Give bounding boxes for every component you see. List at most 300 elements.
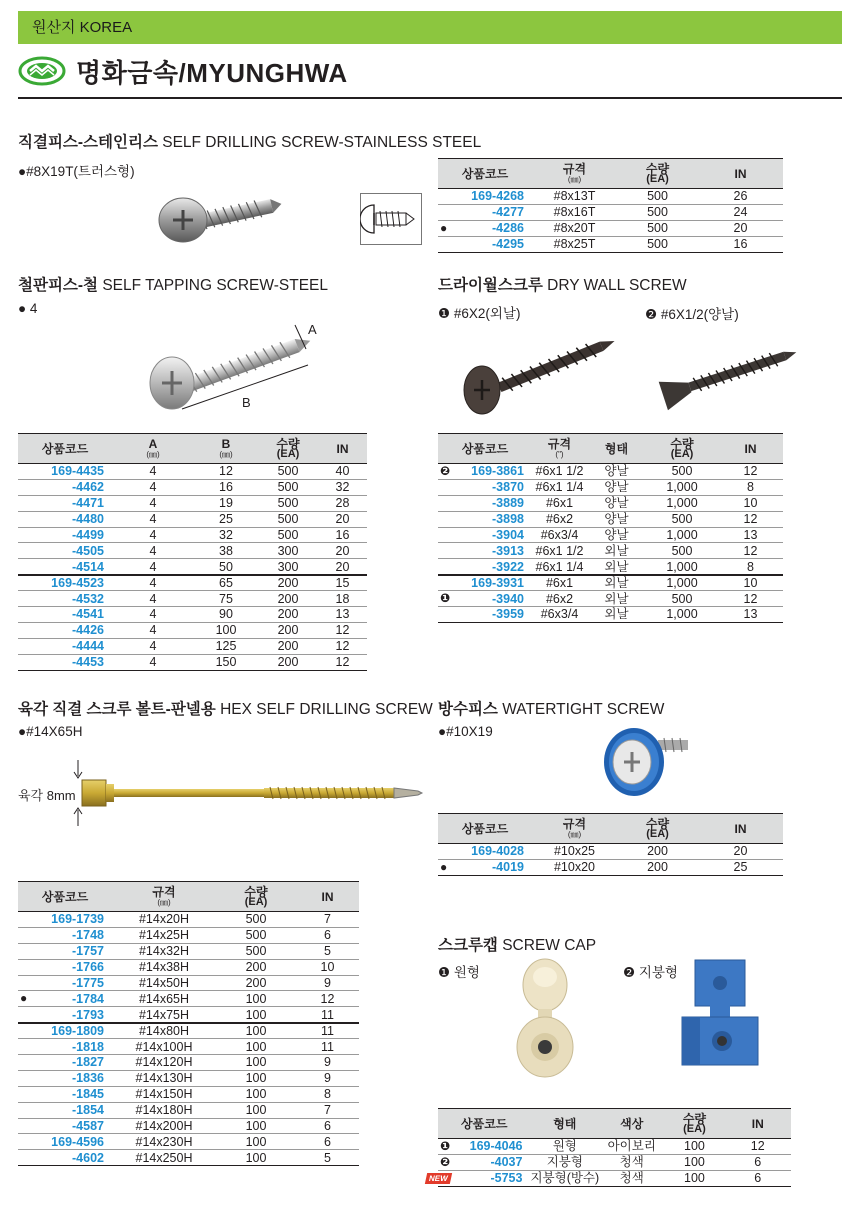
cell-spec: #14x20H [112, 912, 216, 928]
cap-option-2: ❷ 지붕형 [623, 965, 678, 980]
cell-qty: 100 [216, 1039, 296, 1055]
product-code-text: -4541 [72, 607, 104, 622]
cell-in: 6 [296, 1118, 359, 1134]
table-row [18, 1086, 359, 1102]
cell-qty: 1,000 [646, 479, 718, 495]
col-header: 수량 (EA) [258, 434, 318, 464]
cell-in: 12 [318, 638, 367, 654]
cell-spec: #14x80H [112, 1023, 216, 1039]
product-code [438, 1139, 530, 1155]
col-header: 상품코드 [438, 1109, 530, 1139]
product-code [18, 1102, 112, 1118]
col-header: A (㎜) [112, 434, 194, 464]
cell-a: 4 [112, 495, 194, 511]
col-header: IN [698, 159, 783, 189]
cell-in: 16 [318, 527, 367, 543]
cell-qty: 300 [258, 559, 318, 575]
cell-a: 4 [112, 591, 194, 607]
hex-table [18, 881, 359, 1166]
col-header: IN [296, 882, 359, 912]
row-marker: ❷ [440, 1154, 451, 1169]
product-code [438, 575, 532, 591]
cell-qty: 100 [216, 1070, 296, 1086]
cell-in: 20 [318, 559, 367, 575]
cell-qty: 100 [216, 1150, 296, 1166]
cell-in: 5 [296, 1150, 359, 1166]
table-row [18, 927, 359, 943]
cell-type: 외날 [587, 575, 646, 591]
row-marker: ● [440, 859, 448, 874]
cell-qty: 100 [664, 1139, 724, 1155]
col-header: 상품코드 [438, 159, 532, 189]
cell-qty: 200 [258, 607, 318, 623]
stainless-table [438, 158, 783, 253]
product-code [18, 543, 112, 559]
col-header: 상품코드 [438, 434, 532, 464]
product-code [18, 943, 112, 959]
cell-spec: #6x1 1/4 [532, 479, 587, 495]
stainless-profile-icon [360, 193, 422, 245]
cell-b: 150 [194, 654, 258, 670]
product-code-text: -4602 [72, 1150, 104, 1165]
origin-bar: 원산지 KOREA [18, 11, 842, 44]
cell-qty: 500 [617, 236, 698, 252]
table-row [438, 844, 783, 860]
tapping-bullet: ● 4 [18, 301, 38, 316]
table-row [18, 479, 367, 495]
cell-in: 32 [318, 479, 367, 495]
cell-in: 12 [718, 511, 783, 527]
cell-spec: #6x3/4 [532, 607, 587, 623]
product-code-text: 169-3931 [471, 575, 524, 590]
watertight-bullet: ●#10X19 [438, 724, 493, 739]
product-code [18, 575, 112, 591]
product-code-text: -3959 [492, 607, 524, 622]
cell-in: 12 [718, 591, 783, 607]
brand [18, 50, 348, 92]
cell-qty: 100 [664, 1170, 724, 1186]
cell-in: 15 [318, 575, 367, 591]
cell-in: 9 [296, 1070, 359, 1086]
cell-in: 25 [698, 859, 783, 875]
col-header: 수량 (EA) [664, 1109, 724, 1139]
row-marker: ❶ [440, 591, 451, 606]
cell-spec: #8x20T [532, 220, 617, 236]
table-row [438, 479, 783, 495]
row-marker: ❶ [440, 1139, 451, 1153]
cell-a: 4 [112, 559, 194, 575]
cap-title: 스크루캡 SCREW CAP [438, 937, 597, 954]
cell-spec: #6x2 [532, 511, 587, 527]
cell-in: 40 [318, 464, 367, 480]
product-code-text: -1827 [72, 1055, 104, 1070]
cell-spec: #14x50H [112, 975, 216, 991]
cell-in: 9 [296, 1055, 359, 1071]
table-row [18, 1118, 359, 1134]
cell-qty: 500 [646, 464, 718, 480]
cell-qty: 100 [216, 1118, 296, 1134]
watertight-table [438, 813, 783, 876]
cell-a: 4 [112, 511, 194, 527]
product-code [18, 1086, 112, 1102]
product-code-text: 169-3861 [471, 464, 524, 479]
row-marker: ● [440, 220, 448, 235]
product-code-text: 169-1809 [51, 1023, 104, 1038]
cell-type: 지붕형 [530, 1154, 599, 1170]
drywall-option-1: ❶ #6X2(외날) [438, 306, 521, 321]
table-row [438, 1170, 791, 1186]
product-code-text: 169-4046 [469, 1139, 523, 1154]
table-row [18, 1102, 359, 1118]
product-code [18, 1039, 112, 1055]
cell-qty: 200 [258, 575, 318, 591]
cell-qty: 100 [664, 1154, 724, 1170]
product-code [18, 511, 112, 527]
watertight-screw-image [600, 722, 695, 802]
product-code [438, 495, 532, 511]
cell-in: 5 [296, 943, 359, 959]
cell-qty: 500 [617, 220, 698, 236]
table-row [438, 204, 783, 220]
hex-screw-image [70, 760, 425, 826]
cell-type: 지붕형(방수) [530, 1171, 600, 1186]
product-code [18, 1118, 112, 1134]
cell-qty: 500 [617, 189, 698, 205]
product-code-text: -4499 [72, 528, 104, 542]
col-header: 상품코드 [18, 434, 112, 464]
table-row [18, 1150, 359, 1166]
cell-spec: #14x38H [112, 959, 216, 975]
table-row [18, 991, 359, 1007]
product-code [18, 464, 112, 480]
cell-in: 12 [318, 622, 367, 638]
product-code-text: -4286 [492, 221, 524, 236]
product-code [18, 975, 112, 991]
cell-type: 양날 [587, 511, 646, 527]
product-code [18, 959, 112, 975]
product-code-text: -4462 [72, 480, 104, 495]
table-row [18, 975, 359, 991]
cell-spec: #6x1 1/2 [532, 543, 587, 559]
cell-spec: #14x200H [112, 1118, 216, 1134]
product-code [18, 1150, 112, 1166]
cell-qty: 500 [646, 511, 718, 527]
cell-color: 청색 [599, 1170, 664, 1186]
product-code-text: -4471 [72, 496, 104, 511]
cell-type: 원형 [530, 1139, 599, 1155]
product-code [18, 1007, 112, 1023]
product-code [18, 991, 112, 1007]
table-row [18, 527, 367, 543]
product-code [18, 1134, 112, 1150]
cell-qty: 1,000 [646, 559, 718, 575]
table-row [438, 464, 783, 480]
cell-type: 외날 [587, 591, 646, 607]
product-code-text: 169-4435 [51, 464, 104, 479]
product-code-text: -4037 [490, 1155, 523, 1170]
col-header: 수량 (EA) [617, 159, 698, 189]
cell-spec: #6x1 1/2 [532, 464, 587, 480]
table-row [18, 559, 367, 575]
cell-qty: 100 [216, 1102, 296, 1118]
cell-in: 8 [718, 479, 783, 495]
product-code [18, 1070, 112, 1086]
hex-size-label: 육각 8mm [18, 788, 76, 803]
table-row [18, 495, 367, 511]
product-code-text: 169-4523 [51, 575, 104, 590]
product-code-text: -4277 [492, 205, 524, 220]
cell-spec: #10x25 [532, 844, 617, 860]
cell-in: 12 [296, 991, 359, 1007]
cell-a: 4 [112, 543, 194, 559]
cell-spec: #6x2 [532, 591, 587, 607]
table-row [438, 220, 783, 236]
product-code [18, 638, 112, 654]
roof-cap-image [680, 955, 760, 1075]
cell-spec: #14x100H [112, 1039, 216, 1055]
product-code-text: -4426 [72, 623, 104, 638]
cell-spec: #14x230H [112, 1134, 216, 1150]
col-header: 수량 (EA) [216, 882, 296, 912]
table-row [438, 189, 783, 205]
cell-b: 50 [194, 559, 258, 575]
product-code [438, 844, 532, 860]
cell-a: 4 [112, 527, 194, 543]
cell-in: 18 [318, 591, 367, 607]
row-marker: ❷ [440, 464, 451, 478]
cell-b: 19 [194, 495, 258, 511]
product-code-text: -1748 [72, 928, 104, 943]
product-code [438, 189, 532, 205]
cell-qty: 1,000 [646, 607, 718, 623]
product-code [18, 912, 112, 928]
cell-in: 10 [718, 575, 783, 591]
cell-type: 외날 [587, 543, 646, 559]
brand-name: 명화금속/MYUNGHWA [76, 57, 348, 88]
cell-qty: 500 [617, 204, 698, 220]
cell-in: 7 [296, 912, 359, 928]
product-code-text: -1836 [72, 1071, 104, 1086]
cell-type: 양날 [587, 464, 646, 480]
cell-spec: #14x120H [112, 1055, 216, 1071]
cell-spec: #8x16T [532, 204, 617, 220]
cell-in: 9 [296, 975, 359, 991]
table-row [438, 495, 783, 511]
product-code-text: 169-4028 [471, 844, 524, 859]
cap-table [428, 1108, 791, 1187]
cell-b: 25 [194, 511, 258, 527]
table-row [438, 559, 783, 575]
myunghwa-logo-icon [18, 56, 66, 86]
product-code-text: 169-1739 [51, 912, 104, 927]
cell-in: 11 [296, 1007, 359, 1023]
cell-qty: 100 [216, 1023, 296, 1039]
product-code-text: -1845 [72, 1087, 104, 1102]
cell-a: 4 [112, 622, 194, 638]
col-header: 상품코드 [438, 814, 532, 844]
cell-b: 125 [194, 638, 258, 654]
product-code-text: -3889 [492, 496, 524, 511]
product-code [18, 622, 112, 638]
cell-qty: 100 [216, 1134, 296, 1150]
col-header: 규격 (㎜) [532, 814, 617, 844]
drywall-title: 드라이월스크루 DRY WALL SCREW [438, 277, 687, 294]
product-code-text: -3870 [492, 480, 524, 495]
cell-qty: 100 [216, 1055, 296, 1071]
table-row [18, 575, 367, 591]
cell-qty: 500 [258, 464, 318, 480]
table-row [18, 511, 367, 527]
product-code-text: -4505 [72, 543, 104, 558]
cell-a: 4 [112, 654, 194, 670]
cell-qty: 200 [258, 654, 318, 670]
cell-color: 청색 [599, 1154, 664, 1170]
table-row [18, 943, 359, 959]
table-row [18, 543, 367, 559]
cell-qty: 100 [216, 1007, 296, 1023]
cell-in: 12 [318, 654, 367, 670]
product-code-text: -1854 [72, 1103, 104, 1118]
cap-option-1: ❶ 원형 [438, 965, 480, 980]
cell-spec: #6x1 1/4 [532, 559, 587, 575]
cell-b: 100 [194, 622, 258, 638]
cell-spec: #14x130H [112, 1070, 216, 1086]
cell-qty: 500 [258, 495, 318, 511]
cell-qty: 500 [216, 912, 296, 928]
cell-spec: #10x20 [532, 859, 617, 875]
drywall-screw-1-image [458, 320, 623, 420]
product-code-text: -3904 [492, 528, 524, 542]
table-row [18, 638, 367, 654]
table-row [438, 511, 783, 527]
cell-type: 외날 [587, 607, 646, 623]
product-code-text: 169-4268 [471, 189, 524, 204]
table-row [438, 1154, 791, 1170]
row-marker: ● [20, 991, 28, 1006]
stainless-title: 직결피스-스테인리스 SELF DRILLING SCREW-STAINLESS STEEL [18, 134, 482, 151]
cell-in: 26 [698, 189, 783, 205]
cell-a: 4 [112, 479, 194, 495]
col-header: IN [698, 814, 783, 844]
product-code [438, 204, 532, 220]
tapping-screw-image [140, 315, 330, 415]
table-row [18, 607, 367, 623]
table-row [438, 591, 783, 607]
cell-in: 28 [318, 495, 367, 511]
product-code [438, 527, 532, 543]
col-header: 규격 (㎜) [532, 159, 617, 189]
drywall-screw-2-image [650, 330, 805, 420]
product-code [438, 859, 532, 875]
cell-qty: 500 [258, 511, 318, 527]
product-code [428, 1170, 530, 1186]
col-header: IN [318, 434, 367, 464]
product-code-text: -1818 [72, 1039, 104, 1054]
cell-a: 4 [112, 607, 194, 623]
cell-in: 11 [296, 1023, 359, 1039]
cell-b: 32 [194, 527, 258, 543]
cell-a: 4 [112, 638, 194, 654]
cell-in: 13 [718, 527, 783, 543]
cell-qty: 1,000 [646, 527, 718, 543]
cell-spec: #6x3/4 [532, 527, 587, 543]
table-row [18, 654, 367, 670]
drywall-option-2: ❷ #6X1/2(양날) [645, 307, 739, 322]
col-header: 형태 [587, 434, 646, 464]
cell-spec: #14x150H [112, 1086, 216, 1102]
table-row [18, 959, 359, 975]
product-code [438, 479, 532, 495]
product-code-text: -4453 [72, 655, 104, 670]
cell-in: 16 [698, 236, 783, 252]
cell-type: 양날 [587, 495, 646, 511]
cell-b: 65 [194, 575, 258, 591]
cell-b: 16 [194, 479, 258, 495]
product-code [18, 479, 112, 495]
product-code [438, 543, 532, 559]
product-code-text: -4514 [72, 559, 104, 574]
col-header: 수량 (EA) [646, 434, 718, 464]
cell-qty: 200 [216, 959, 296, 975]
cell-qty: 500 [258, 527, 318, 543]
cell-qty: 500 [258, 479, 318, 495]
cell-qty: 200 [258, 622, 318, 638]
cell-in: 13 [318, 607, 367, 623]
product-code-text: -4019 [492, 860, 524, 875]
cell-in: 20 [318, 543, 367, 559]
cell-a: 4 [112, 575, 194, 591]
product-code-text: 169-4596 [51, 1134, 104, 1149]
product-code-text: -3913 [492, 543, 524, 558]
cell-spec: #14x75H [112, 1007, 216, 1023]
cell-type: 외날 [587, 559, 646, 575]
product-code [18, 607, 112, 623]
cell-spec: #6x1 [532, 575, 587, 591]
product-code-text: -4532 [72, 591, 104, 606]
table-row [18, 622, 367, 638]
cell-in: 10 [718, 495, 783, 511]
product-code-text: -1775 [72, 976, 104, 990]
product-code-text: -4480 [72, 512, 104, 527]
cell-qty: 200 [258, 638, 318, 654]
cell-color: 아이보리 [599, 1139, 664, 1155]
col-header: 상품코드 [18, 882, 112, 912]
col-header: 색상 [599, 1109, 664, 1139]
table-row [18, 912, 359, 928]
product-code-text: -4444 [72, 639, 104, 654]
new-badge: NEW [425, 1173, 452, 1184]
cell-qty: 500 [216, 927, 296, 943]
cell-in: 8 [296, 1086, 359, 1102]
cell-qty: 500 [646, 543, 718, 559]
table-row [18, 1007, 359, 1023]
dim-a-label: A [308, 322, 317, 337]
cell-qty: 200 [216, 975, 296, 991]
cell-in: 20 [698, 844, 783, 860]
cell-qty: 200 [617, 859, 698, 875]
cell-in: 12 [725, 1139, 791, 1155]
cell-in: 6 [296, 1134, 359, 1150]
cell-type: 양날 [587, 479, 646, 495]
cell-in: 6 [296, 927, 359, 943]
product-code-text: -3898 [492, 512, 524, 527]
header-divider [18, 97, 842, 99]
cell-qty: 300 [258, 543, 318, 559]
tapping-title: 철판피스-철 SELF TAPPING SCREW-STEEL [18, 277, 329, 294]
product-code [438, 1154, 530, 1170]
cell-in: 12 [718, 543, 783, 559]
cell-in: 13 [718, 607, 783, 623]
